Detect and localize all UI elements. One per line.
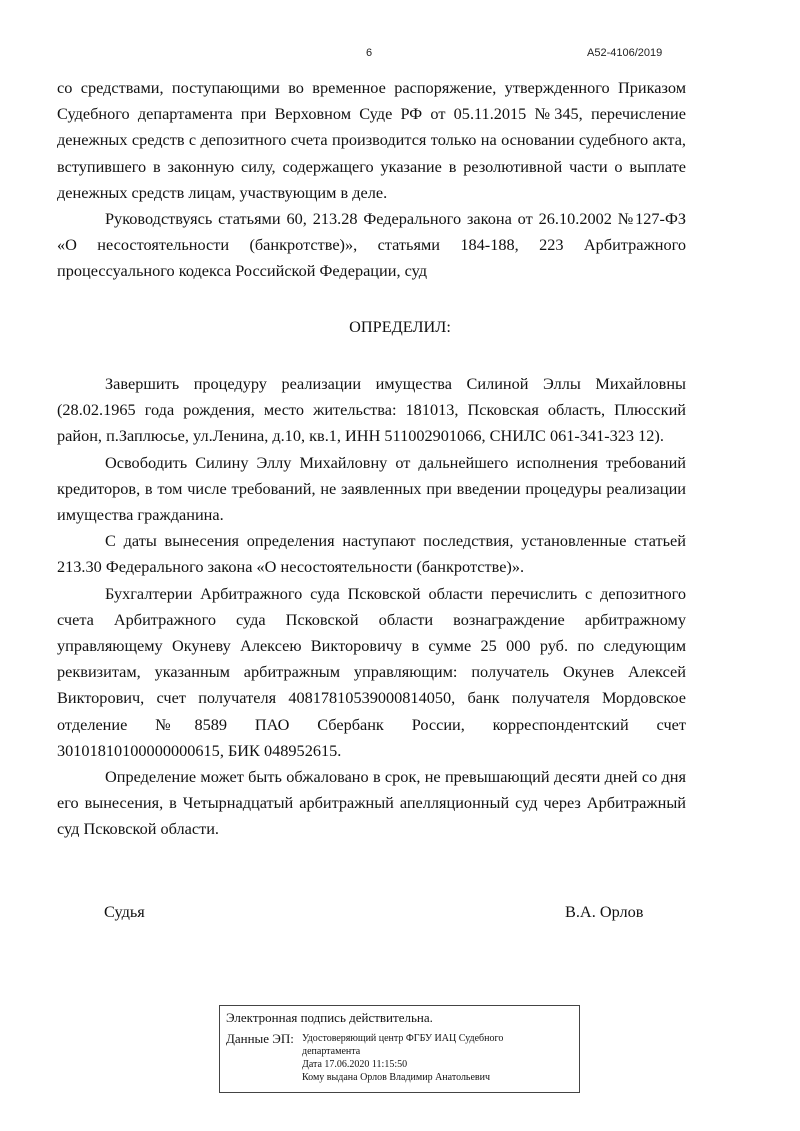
- paragraph: Руководствуясь статьями 60, 213.28 Федерального закона от 26.10.2002 №127-ФЗ «О несостоятельности (банкротстве)», статьями 184-188, 223 Арбитражного процессуального кодекса Российской Федерации, суд: [57, 209, 686, 281]
- page-number: 6: [366, 47, 373, 59]
- signature-data-label: Данные ЭП:: [226, 1031, 294, 1046]
- judge-name: В.А. Орлов: [565, 902, 644, 921]
- paragraph: Освободить Силину Эллу Михайловну от дальнейшего исполнения требований кредиторов, в том числе требований, не заявленных при введении процедуры реализации имущества гражданина.: [57, 452, 686, 525]
- signature-issuer: Удостоверяющий центр ФГБУ ИАЦ Судебного: [302, 1033, 504, 1044]
- signature-issued-to: Кому выдана Орлов Владимир Анатольевич: [302, 1072, 491, 1083]
- signature-status: Электронная подпись действительна.: [226, 1010, 433, 1025]
- judge-role: Судья: [104, 902, 145, 921]
- paragraph: Определение может быть обжаловано в срок, не превышающий десяти дней со дня его вынесения, в Четырнадцатый арбитражный апелляционный суд через Арбитражный суд Псковской области.: [57, 767, 686, 839]
- signature-issuer-cont: департамента: [302, 1046, 361, 1057]
- electronic-signature-box: [219, 1005, 580, 1093]
- ruling-body: [57, 371, 686, 843]
- signature-date: Дата 17.06.2020 11:15:50: [302, 1059, 408, 1070]
- signature-details: [302, 1032, 503, 1084]
- paragraph: Бухгалтерии Арбитражного суда Псковской области перечислить с депозитного счета Арбитражного суда Псковской области вознаграждение арбитражному управляющему Окуневу Алексею Викторовичу в сумме 25 000 руб. по следующим реквизитам, указанным арбитражным управляющим: получатель Окунев Алексей Викторович, счет получателя 40817810539000814050, банк получателя Мордовское отделение №8589 ПАО Сбербанк России, корреспондентский счет 30101810100000000615, БИК 048952615.: [57, 583, 686, 760]
- paragraph: со средствами, поступающими во временное распоряжение, утвержденного Приказом Судебного департамента при Верховном Суде РФ от 05.11.2015 №345, перечисление денежных средств с депозитного счета производится только на основании судебного акта, вступившего в законную силу, содержащего указание в резолютивной части о выплате денежных средств лицам, участвующим в деле.: [57, 78, 686, 202]
- ruling-heading: ОПРЕДЕЛИЛ:: [349, 317, 451, 336]
- paragraph: Завершить процедуру реализации имущества Силиной Эллы Михайловны (28.02.1965 года рождения, место жительства: 181013, Псковская область, Плюсский район, п.Заплюсье, ул.Ленина, д.10, кв.1, ИНН 511002901066, СНИЛС 061-341-323 12).: [57, 374, 686, 446]
- paragraph: С даты вынесения определения наступают последствия, установленные статьей 213.30 Федерального закона «О несостоятельности (банкротстве)».: [57, 531, 686, 577]
- preamble: [57, 75, 686, 285]
- case-number: А52-4106/2019: [587, 47, 663, 59]
